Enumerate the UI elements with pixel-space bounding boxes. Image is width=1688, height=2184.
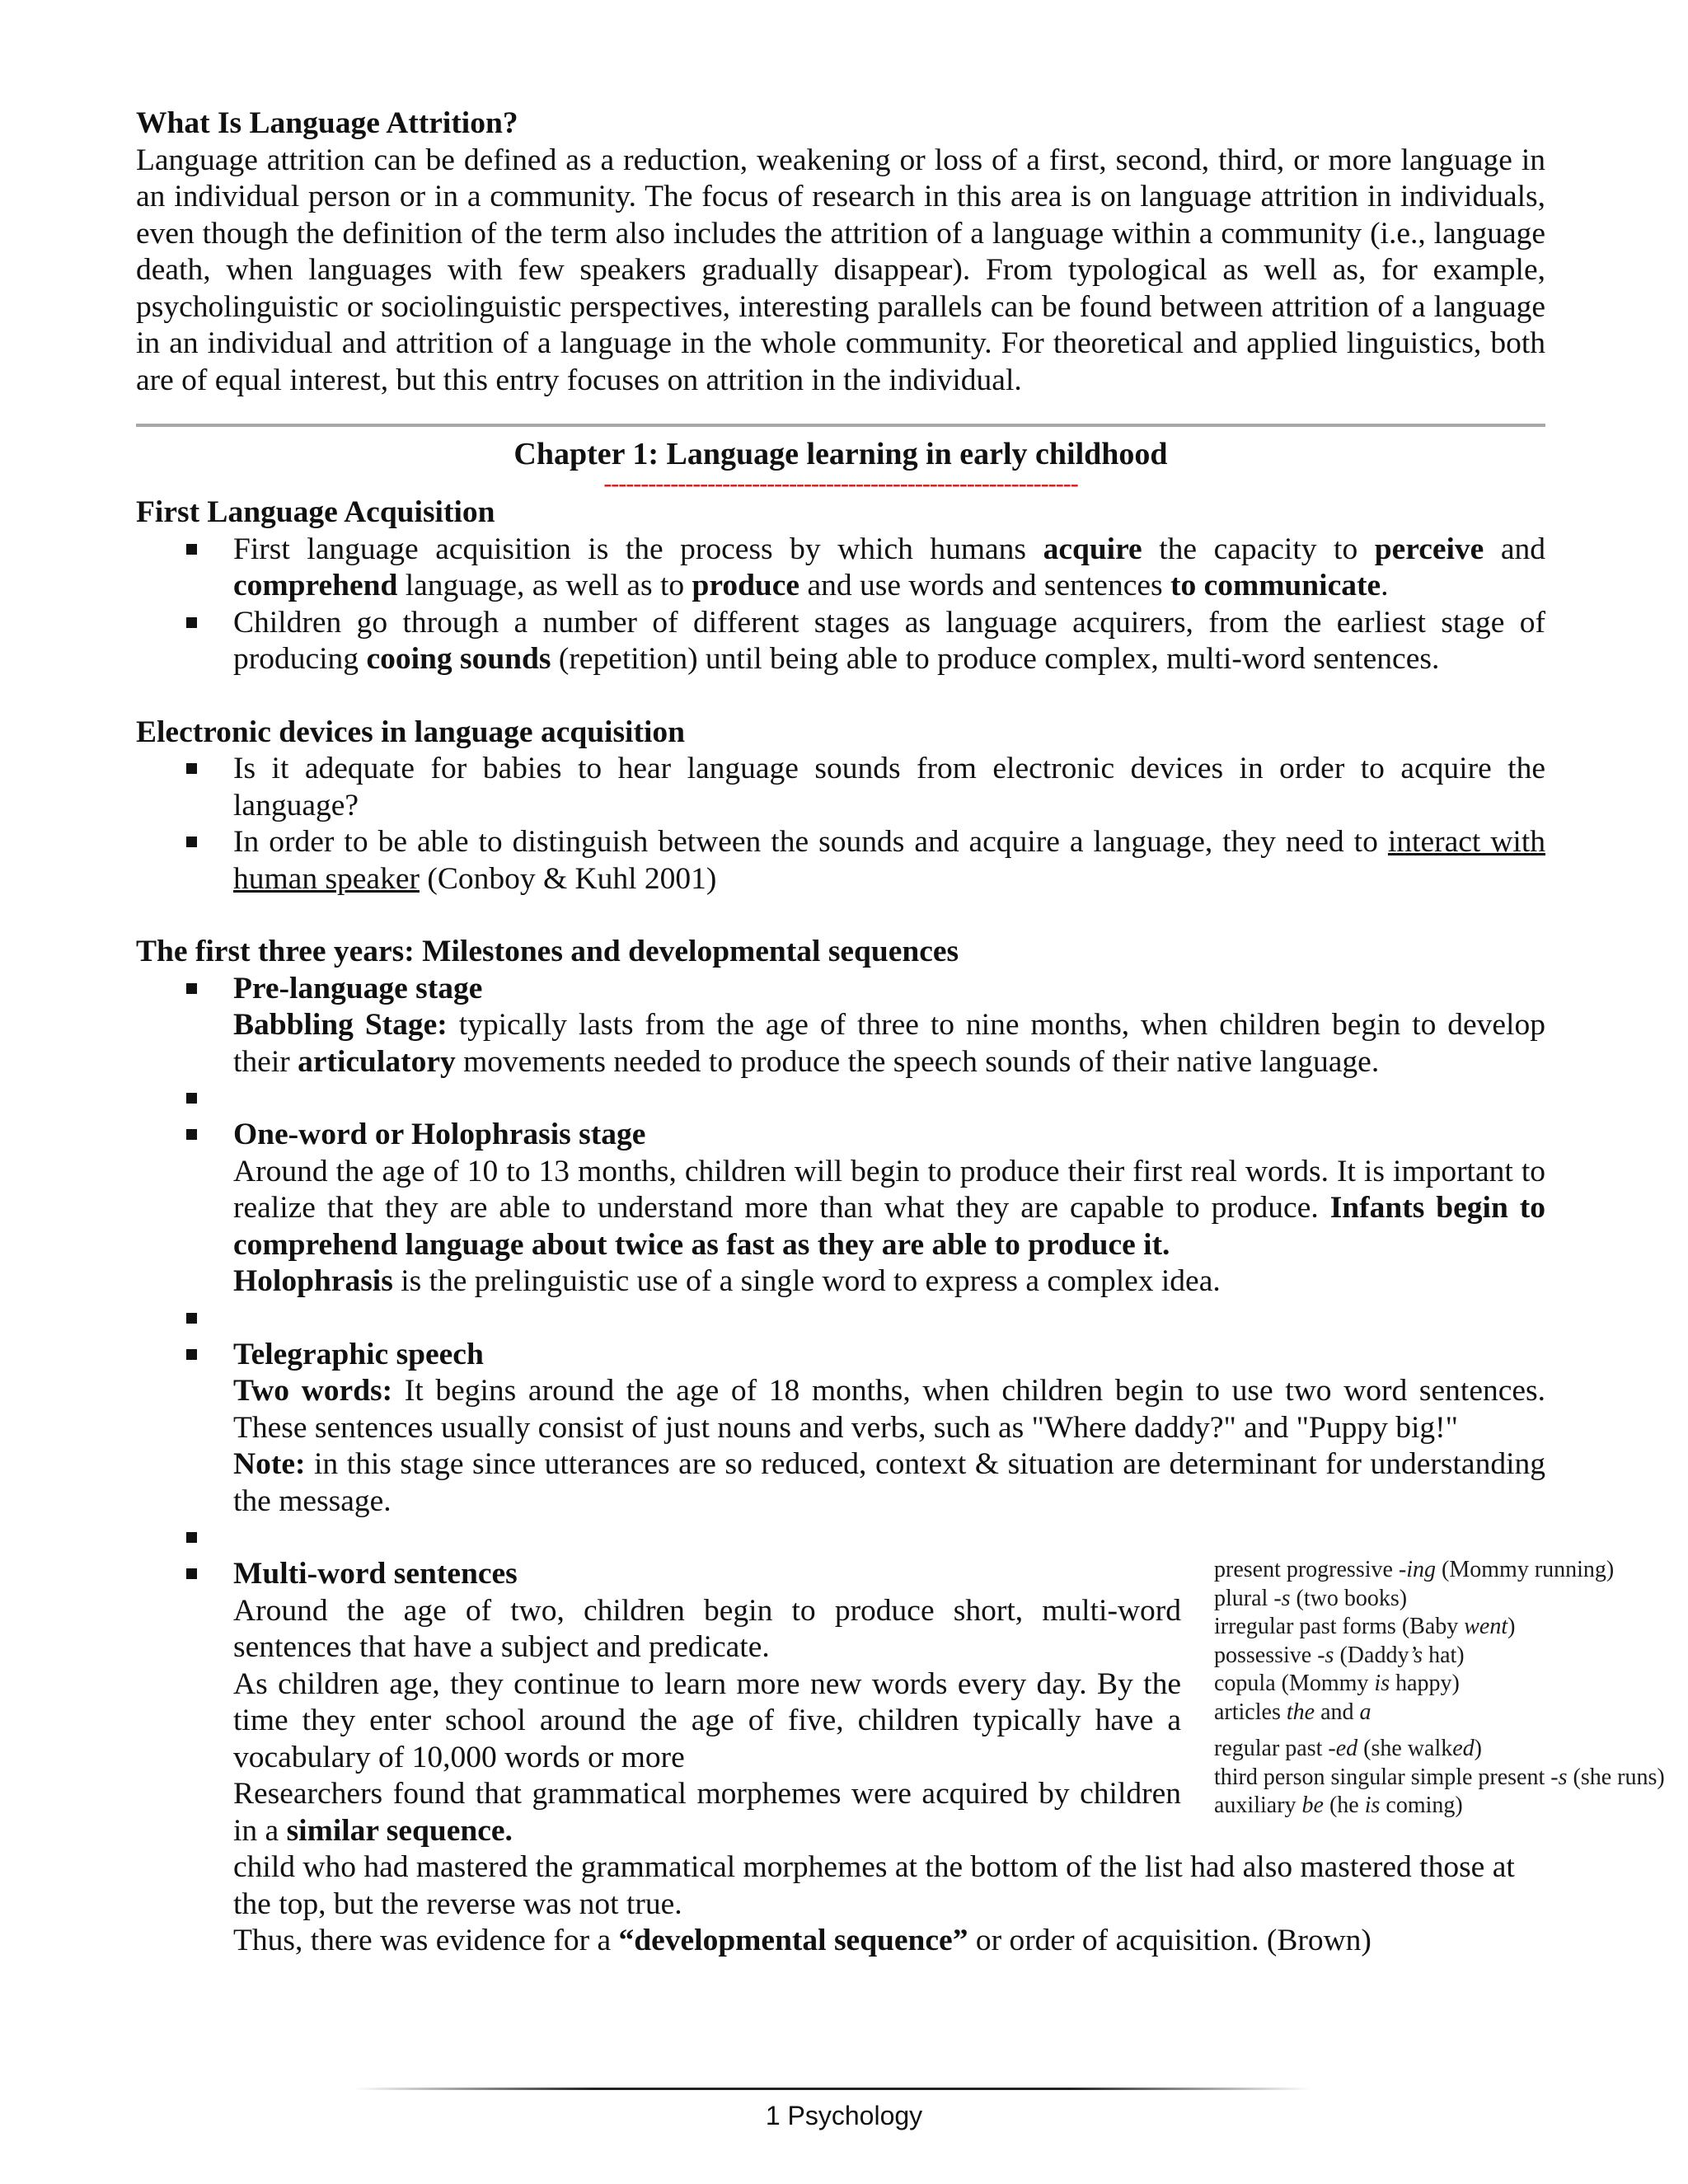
stage-pre-language: Pre-language stage Babbling Stage: typically lasts from the age of three to nine months, when children begin to develop their articulatory movements needed to produce the speech sounds of their native language.	[233, 971, 1545, 1081]
electronic-devices-list	[136, 751, 1545, 898]
stage-one-word: One-word or Holophrasis stage Around the age of 10 to 13 months, children will begin to produce their first real words. It is important to realize that they are able to understand more than what they are capable to produce. Infants begin to comprehend language about twice as fast as they are able to produce it. Holophrasis is the prelinguistic use of a single word to express a complex idea.	[233, 1117, 1545, 1301]
stage-telegraphic: Telegraphic speech Two words: It begins around the age of 18 months, when children begin to use two word sentences. These sentences usually consist of just nouns and verbs, such as "Where daddy?" and "Puppy big!" Note: in this stage since utterances are so reduced, context & situation are determinant for understanding the message.	[233, 1337, 1545, 1521]
list-item: Children go through a number of different stages as language acquirers, from the earliest stage of producing cooing sounds (repetition) until being able to produce complex, multi-word sentences.	[233, 605, 1545, 678]
morpheme-item: third person singular simple present -s (she runs)	[1214, 1764, 1665, 1790]
morpheme-item: present progressive -ing (Mommy running)	[1214, 1557, 1615, 1582]
chapter-title: Chapter 1: Language learning in early childhood	[513, 437, 1168, 471]
morpheme-item: regular past -ed (she walked)	[1214, 1736, 1482, 1761]
morpheme-item: copula (Mommy is happy)	[1214, 1671, 1460, 1696]
footer-page-label: 1 Psychology	[765, 2101, 923, 2130]
morpheme-item: articles the and a	[1214, 1699, 1372, 1725]
morpheme-item: auxiliary be (he is coming)	[1214, 1793, 1463, 1818]
electronic-devices-heading: Electronic devices in language acquisition	[136, 715, 685, 749]
first-language-list	[136, 532, 1545, 678]
list-item: In order to be able to distinguish between the sounds and acquire a language, they need to interact with human speaker (Conboy & Kuhl 2001)	[233, 824, 1545, 898]
footer-divider	[354, 2088, 1311, 2090]
underlined-phrase: interact with human speaker	[233, 825, 1545, 896]
stages-list	[136, 971, 1665, 1960]
first-language-heading: First Language Acquisition	[136, 495, 495, 529]
stage-title: Telegraphic speech	[233, 1337, 484, 1371]
multi-word-conclusion: child who had mastered the grammatical morphemes at the bottom of the list had also mastered those at the top, but the reverse was not true. Thus, there was evidence for a “developmental sequence” or order of acquisition. (Brown)	[233, 1850, 1515, 1957]
morpheme-sequence-figure	[1214, 1556, 1688, 1821]
first-three-years-heading: The first three years: Milestones and developmental sequences	[136, 935, 959, 968]
intro-title: What Is Language Attrition?	[136, 106, 518, 140]
chapter-dashed-underline: ----------------------------------------------------------------	[603, 473, 1078, 494]
morpheme-item: irregular past forms (Baby went)	[1214, 1614, 1516, 1639]
list-item: Is it adequate for babies to hear language sounds from electronic devices in order to acquire the language?	[233, 751, 1545, 824]
document-page	[136, 105, 1665, 1960]
section-divider	[136, 424, 1545, 427]
stage-title: One-word or Holophrasis stage	[233, 1118, 646, 1151]
stage-title: Multi-word sentences	[233, 1557, 518, 1591]
morpheme-item: plural -s (two books)	[1214, 1585, 1408, 1611]
stage-multi-word: Multi-word sentences Around the age of two, children begin to produce short, multi-word sentences that have a subject and predicate. As children age, they continue to learn more new words every day. By the time they enter school around the age of five, children typically have a vocabulary of 10,000 words or more Researchers found that grammatical morphemes were acquired by children in a similar sequence. present progressive -ing (Mommy running) plural -s (two books) irregular past forms (Baby went) possessive -s (Daddy’s hat) copula (Mommy is happy) articles the and a regular past -ed (she walked) third person singular simple present -s (she runs) auxiliary be (he is coming) child who had mastered the grammatical morphemes at the bottom of the list had also mastered those at the top, but the reverse was not true. Thus, there was evidence for a “developmental sequence” or order of acquisition. (Brown)	[233, 1556, 1545, 1960]
intro-paragraph: Language attrition can be defined as a reduction, weakening or loss of a first, second, third, or more language in an individual person or in a community. The focus of research in this area is on language attrition in individuals, even though the definition of the term also includes the attrition of a language within a community (i.e., language death, when languages with few speakers gradually disappear). From typological as well as, for example, psycholinguistic or sociolinguistic perspectives, interesting parallels can be found between attrition of a language in an individual and attrition of a language in the whole community. For theoretical and applied linguistics, both are of equal interest, but this entry focuses on attrition in the individual.	[136, 143, 1545, 397]
list-item: First language acquisition is the process by which humans acquire the capacity to perceive and comprehend language, as well as to produce and use words and sentences to communicate.	[233, 532, 1545, 605]
stage-title: Pre-language stage	[233, 971, 483, 1005]
morpheme-item: possessive -s (Daddy’s hat)	[1214, 1642, 1465, 1668]
